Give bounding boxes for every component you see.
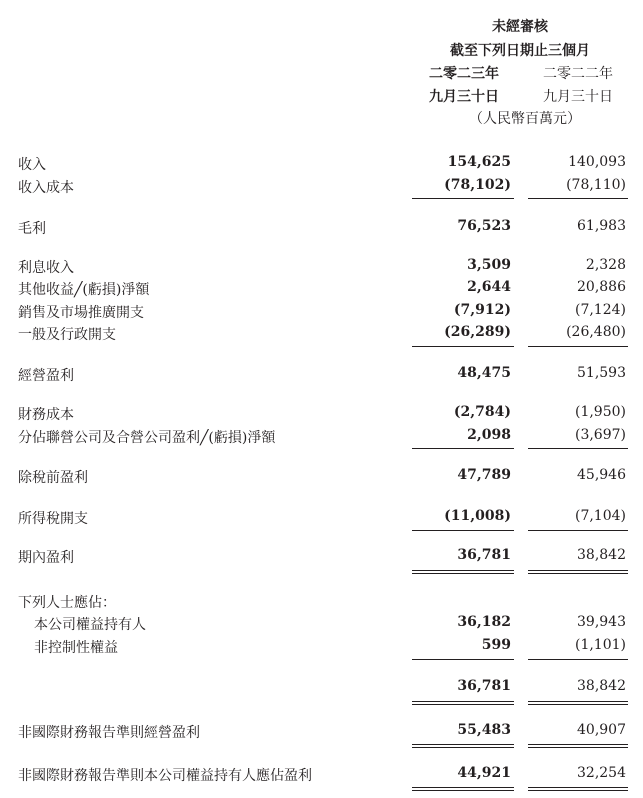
row-label-equity-holders: 本公司權益持有人 — [34, 617, 146, 633]
row-value-2022: 38,842 — [577, 547, 626, 563]
row-value-2023: 47,789 — [457, 467, 511, 483]
row-label-operating-profit: 經營盈利 — [18, 368, 74, 384]
row-value-2023: 76,523 — [457, 218, 511, 234]
double-rule — [528, 573, 628, 574]
subtotal-rule — [412, 198, 514, 199]
double-rule — [528, 704, 628, 705]
double-rule — [528, 790, 628, 791]
row-value-2022: (1,101) — [574, 637, 626, 653]
row-value-2022: 40,907 — [577, 722, 626, 738]
double-rule — [528, 744, 628, 745]
row-label-profit-for-period: 期內盈利 — [18, 550, 74, 566]
row-label-revenue: 收入 — [18, 157, 46, 173]
row-value-2022: (7,124) — [574, 302, 626, 318]
row-label-selling-marketing: 銷售及市場推廣開支 — [18, 305, 144, 321]
subtotal-rule — [528, 198, 628, 199]
row-value-2022: (1,950) — [574, 404, 626, 420]
row-value-2022: (78,110) — [566, 177, 626, 193]
row-value-2022: 38,842 — [577, 678, 626, 694]
row-value-2023: 2,644 — [467, 279, 511, 295]
subtotal-rule — [412, 530, 514, 531]
row-value-2022: (26,480) — [566, 324, 626, 340]
row-value-2023: 44,921 — [457, 765, 511, 781]
double-rule — [412, 790, 514, 791]
double-rule — [412, 570, 514, 571]
row-label-cost-of-revenue: 收入成本 — [18, 180, 74, 196]
row-label-other-gains: 其他收益╱(虧損)淨額 — [18, 282, 150, 298]
row-value-2023: 36,182 — [457, 614, 511, 630]
row-value-2023: 36,781 — [457, 547, 511, 563]
row-value-2022: 39,943 — [577, 614, 626, 630]
row-value-2023: 55,483 — [457, 722, 511, 738]
row-label-interest-income: 利息收入 — [18, 260, 74, 276]
header-col2-date: 九月三十日 — [543, 89, 613, 105]
row-value-2023: 599 — [481, 637, 511, 653]
double-rule — [528, 747, 628, 748]
double-rule — [412, 573, 514, 574]
row-value-2022: 45,946 — [577, 467, 626, 483]
row-value-2022: 2,328 — [585, 257, 626, 273]
subtotal-rule — [412, 659, 514, 660]
row-label-gross-profit: 毛利 — [18, 221, 46, 237]
row-value-2022: 20,886 — [577, 279, 626, 295]
row-value-2023: 36,781 — [457, 678, 511, 694]
row-value-2023: (2,784) — [453, 404, 511, 420]
row-value-2022: 61,983 — [577, 218, 626, 234]
subtotal-rule — [528, 530, 628, 531]
row-label-share-of-associates: 分佔聯營公司及合營公司盈利╱(虧損)淨額 — [18, 430, 276, 446]
row-value-2022: (7,104) — [574, 508, 626, 524]
row-value-2022: (3,697) — [574, 427, 626, 443]
subtotal-rule — [528, 346, 628, 347]
double-rule — [412, 701, 514, 702]
row-value-2023: 3,509 — [467, 257, 511, 273]
subtotal-rule — [412, 346, 514, 347]
row-value-2023: (78,102) — [444, 177, 511, 193]
subtotal-rule — [528, 448, 628, 449]
row-value-2022: 32,254 — [577, 765, 626, 781]
row-value-2023: 154,625 — [447, 154, 511, 170]
row-label-finance-costs: 財務成本 — [18, 407, 74, 423]
row-label-profit-before-tax: 除稅前盈利 — [18, 470, 88, 486]
row-value-2023: (11,008) — [444, 508, 511, 524]
header-col1-year: 二零二三年 — [429, 66, 499, 82]
header-col2-year: 二零二二年 — [543, 66, 613, 82]
double-rule — [412, 787, 514, 788]
double-rule — [528, 570, 628, 571]
double-rule — [412, 704, 514, 705]
row-label-general-admin: 一般及行政開支 — [18, 327, 116, 343]
double-rule — [528, 701, 628, 702]
row-value-2023: 2,098 — [467, 427, 511, 443]
row-value-2023: 48,475 — [457, 365, 511, 381]
row-value-2023: (7,912) — [453, 302, 511, 318]
header-col1-date: 九月三十日 — [429, 89, 499, 105]
subtotal-rule — [412, 448, 514, 449]
header-unit: （人民幣百萬元） — [469, 111, 581, 127]
row-label-non-ifrs-profit-attributable: 非國際財務報告準則本公司權益持有人應佔盈利 — [18, 768, 312, 784]
row-value-2022: 140,093 — [568, 154, 626, 170]
row-label-income-tax: 所得稅開支 — [18, 511, 88, 527]
row-value-2022: 51,593 — [577, 365, 626, 381]
double-rule — [412, 744, 514, 745]
row-label-non-controlling: 非控制性權益 — [34, 640, 118, 656]
double-rule — [528, 787, 628, 788]
row-value-2023: (26,289) — [444, 324, 511, 340]
header-unaudited: 未經審核 — [492, 19, 548, 35]
subtotal-rule — [528, 659, 628, 660]
row-label-attributable-to: 下列人士應佔： — [18, 595, 116, 611]
header-period: 截至下列日期止三個月 — [450, 43, 590, 59]
double-rule — [412, 747, 514, 748]
row-label-non-ifrs-operating-profit: 非國際財務報告準則經營盈利 — [18, 725, 200, 741]
